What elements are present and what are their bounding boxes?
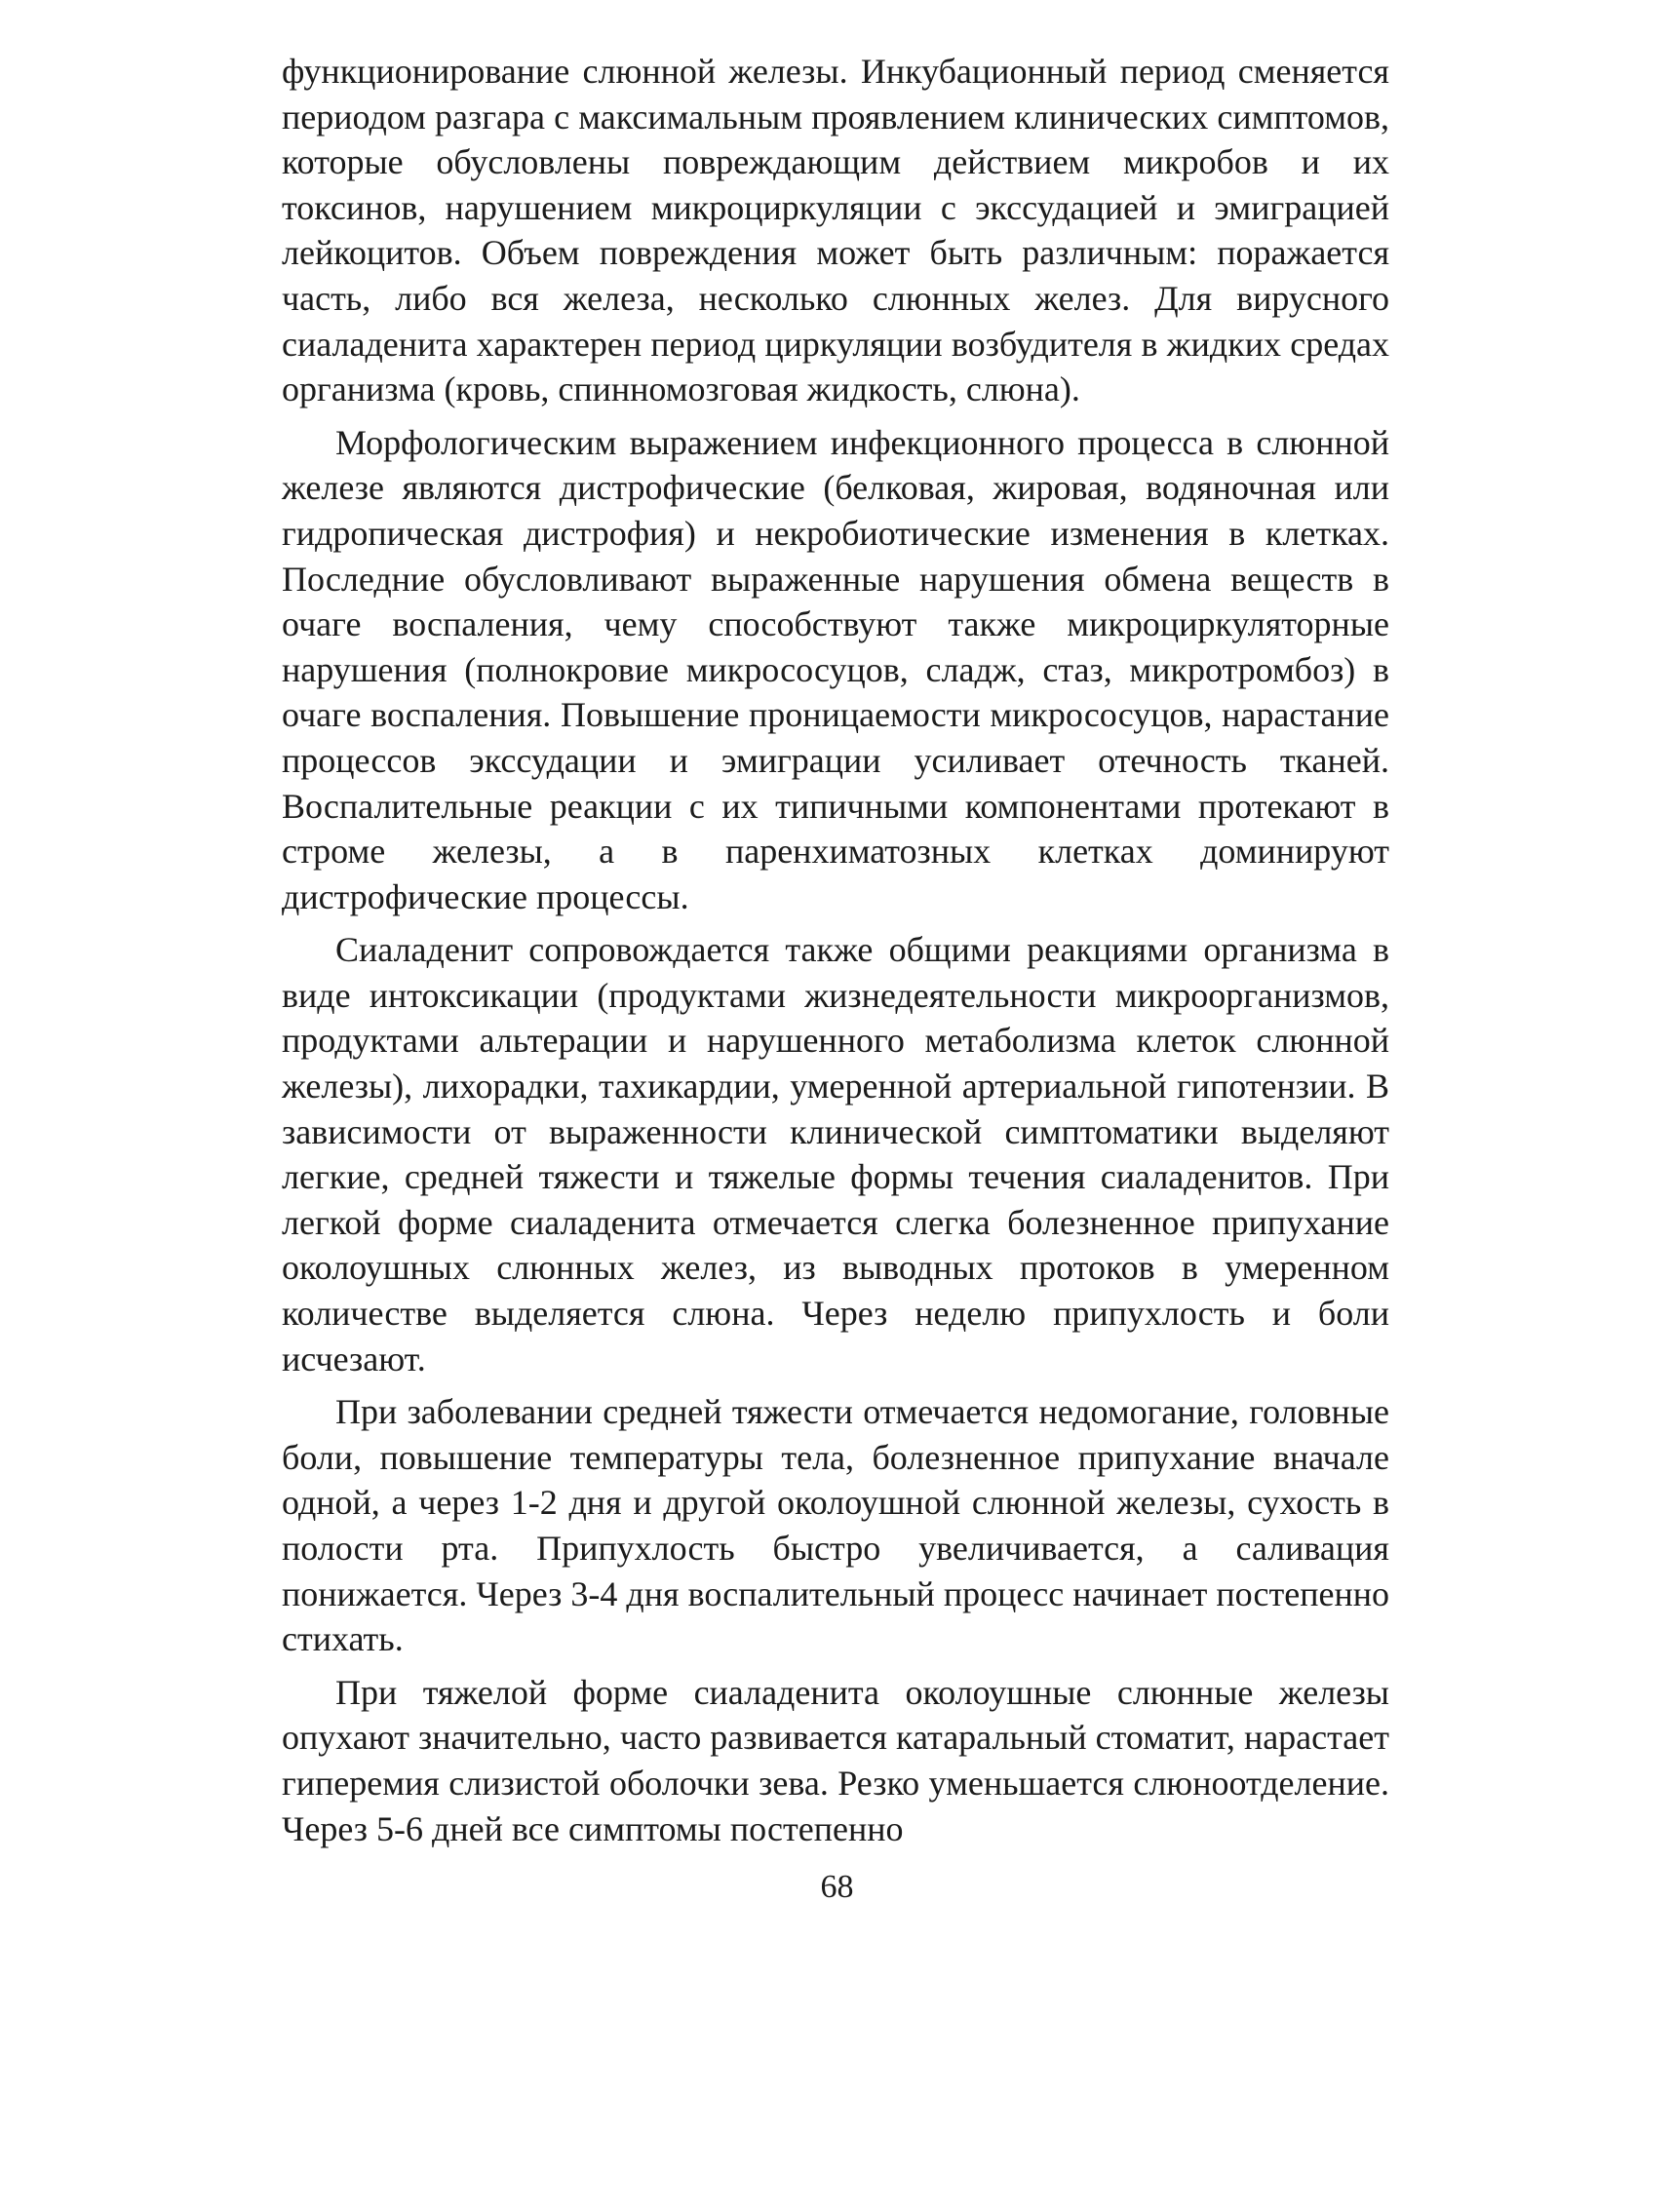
page-body — [282, 49, 1389, 1859]
paragraph-1: функционирование слюнной железы. Инкубационный период сменяется периодом разгара с максимальным проявлением клинических симптомов, которые обусловлены повреждающим действием микробов и их токсинов, нарушением микроциркуляции с экссудацией и эмиграцией лейкоцитов. Объем повреждения может быть различным: поражается часть, либо вся железа, несколько слюнных желез. Для вирусного сиаладенита характерен период циркуляции возбудителя в жидких средах организма (кровь, спинномозговая жидкость, слюна). — [282, 52, 1389, 409]
paragraph-2: Морфологическим выражением инфекционного процесса в слюнной железе являются дистрофические (белковая, жировая, водяночная или гидропическая дистрофия) и некробиотические изменения в клетках. Последние обусловливают выраженные нарушения обмена веществ в очаге воспаления, чему способствуют также микроциркуляторные нарушения (полнокровие микрососуцов, сладж, стаз, микротромбоз) в очаге воспаления. Повышение проницаемости микрососуцов, нарастание процессов экссудации и эмиграции усиливает отечность тканей. Воспалительные реакции с их типичными компонентами протекают в строме железы, а в паренхиматозных клетках доминируют дистрофические процессы. — [282, 422, 1389, 916]
paragraph-5: При тяжелой форме сиаладенита околоушные слюнные железы опухают значительно, часто развивается катаральный стоматит, нарастает гиперемия слизистой оболочки зева. Резко уменьшается слюноотделение. Через 5-6 дней все симптомы постепенно — [282, 1672, 1389, 1848]
paragraph-3: Сиаладенит сопровождается также общими реакциями организма в виде интоксикации (продуктами жизнедеятельности микроорганизмов, продуктами альтерации и нарушенного метаболизма клеток слюнной железы), лихорадки, тахикардии, умеренной артериальной гипотензии. В зависимости от выраженности клинической симптоматики выделяют легкие, средней тяжести и тяжелые формы течения сиаладенитов. При легкой форме сиаладенита отмечается слегка болезненное припухание околоушных слюнных желез, из выводных протоков в умеренном количестве выделяется слюна. Через неделю припухлость и боли исчезают. — [282, 930, 1389, 1378]
page-number: 68 — [820, 1869, 854, 1905]
paragraph-4: При заболевании средней тяжести отмечается недомогание, головные боли, повышение температуры тела, болезненное припухание вначале одной, а через 1-2 дня и другой околоушной слюнной железы, сухость в полости рта. Припухлость быстро увеличивается, а саливация понижается. Через 3-4 дня воспалительный процесс начинает постепенно стихать. — [282, 1392, 1389, 1659]
